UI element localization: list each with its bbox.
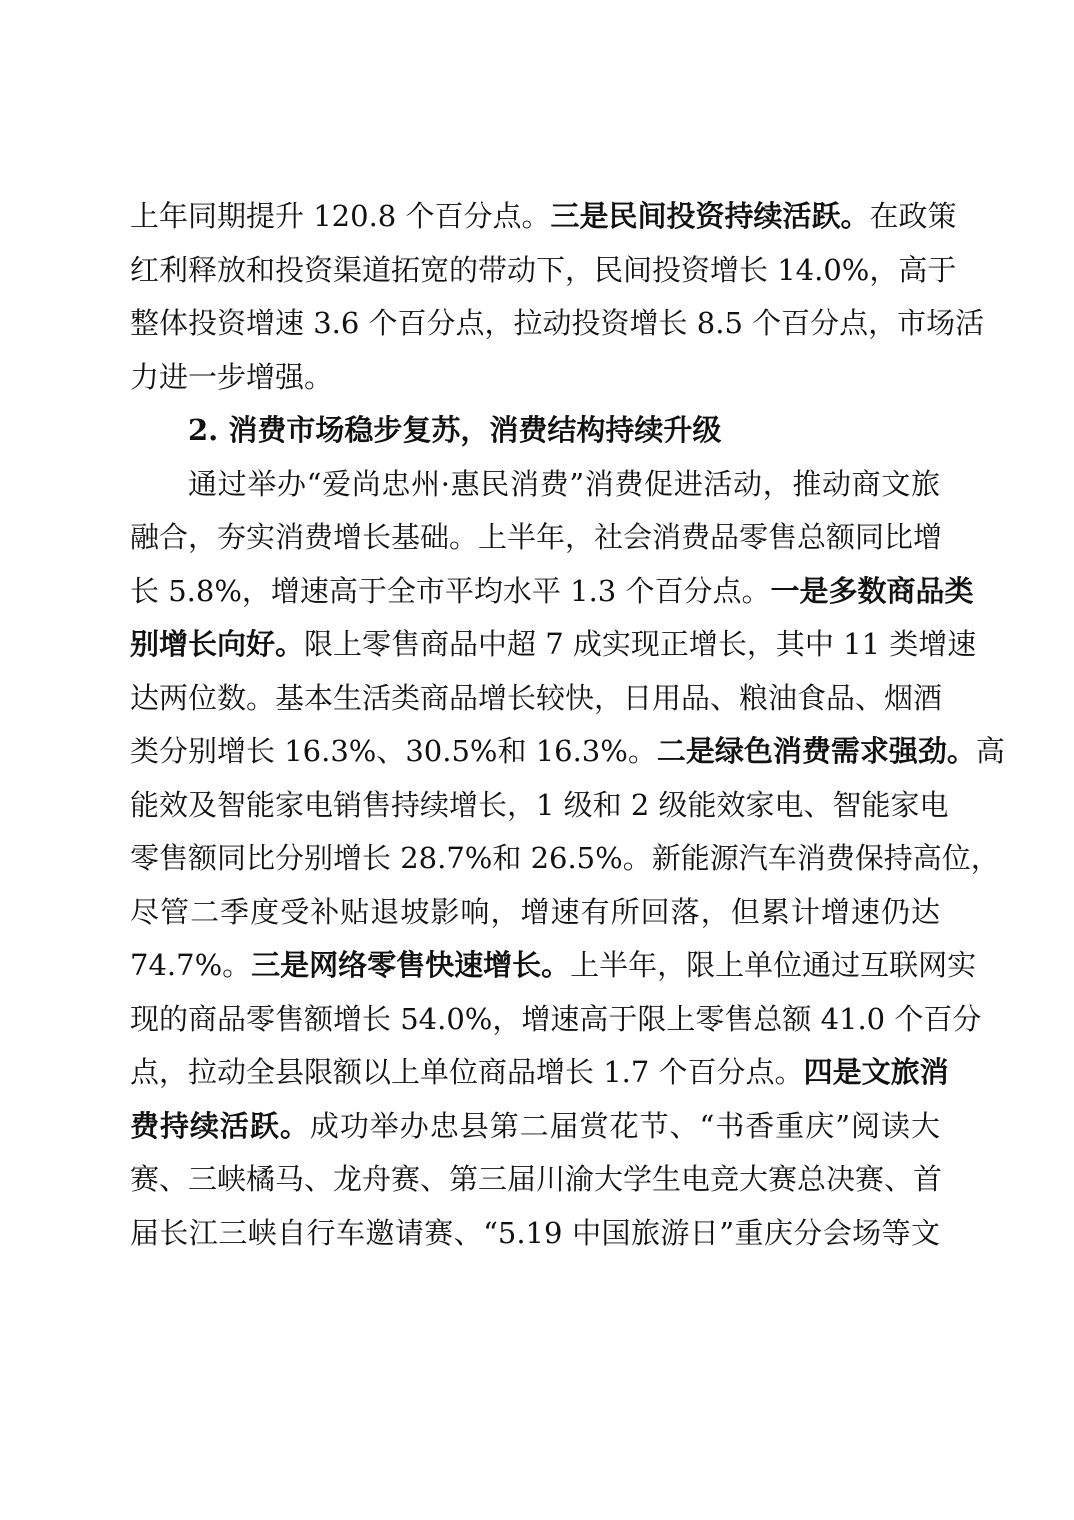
emphasis-text: 别增长向好。 (130, 627, 305, 661)
text-run: 在政策 (869, 199, 957, 233)
text-line: 赛、三峡橘马、龙舟赛、第三届川渝大学生电竞大赛总决赛、首 (130, 1162, 943, 1196)
text-line (130, 565, 974, 619)
emphasis-text: 费持续活跃。 (130, 1108, 310, 1143)
text-line: 届长江三峡自行车邀请赛、“5.19 中国旅游日”重庆分会场等文 (130, 1215, 940, 1250)
text-line: 通过举办“爱尚忠州·惠民消费”消费促进活动，推动商文旅 (188, 466, 940, 501)
text-line (130, 190, 957, 244)
text-line: 现的商品零售额增长 54.0%，增速高于限上零售总额 41.0 个百分 (130, 1001, 982, 1036)
text-run: 成功举办忠县第二届赏花节、“书香重庆”阅读大 (309, 1108, 940, 1143)
text-line: 零售额同比分别增长 28.7%和 26.5%。新能源汽车消费保持高位， (130, 841, 1000, 875)
text-line: 尽管二季度受补贴退坡影响，增速有所回落，但累计增速仍达 (130, 894, 940, 929)
text-run: 上年同期提升 120.8 个百分点。 (130, 199, 551, 233)
text-line (130, 618, 977, 672)
text-run: 长 5.8%，增速高于全市平均水平 1.3 个百分点。 (130, 573, 771, 608)
emphasis-text: 三是民间投资持续活跃。 (550, 199, 870, 233)
text-run: 74.7%。 (130, 948, 252, 982)
text-line: 红利释放和投资渠道拓宽的带动下，民间投资增长 14.0%，高于 (130, 252, 957, 287)
emphasis-text: 三是网络零售快速增长。 (251, 948, 571, 982)
text-run: 限上零售商品中超 7 成实现正增长，其中 11 类增速 (304, 627, 977, 661)
text-line (130, 1046, 949, 1100)
text-line: 融合，夯实消费增长基础。上半年，社会消费品零售总额同比增 (130, 520, 943, 554)
emphasis-text: 一是多数商品类 (770, 573, 974, 608)
section-heading: 2. 消费市场稳步复苏，消费结构持续升级 (188, 413, 722, 447)
text-line: 力进一步增强。 (130, 359, 334, 394)
text-line (130, 1100, 940, 1154)
document-body (130, 190, 1005, 1260)
text-line: 达两位数。基本生活类商品增长较快，日用品、粮油食品、烟酒 (130, 680, 943, 715)
text-line (130, 725, 1005, 779)
text-run: 点，拉动全县限额以上单位商品增长 1.7 个百分点。 (130, 1055, 804, 1089)
text-run: 高 (975, 734, 1005, 768)
emphasis-text: 二是绿色消费需求强劲。 (656, 734, 976, 768)
text-line: 能效及智能家电销售持续增长，1 级和 2 级能效家电、智能家电 (130, 787, 949, 822)
emphasis-text: 四是文旅消 (803, 1055, 949, 1089)
text-run: 上半年，限上单位通过互联网实 (570, 948, 977, 982)
text-run: 类分别增长 16.3%、30.5%和 16.3%。 (130, 734, 657, 768)
text-line (130, 939, 977, 993)
text-line: 整体投资增速 3.6 个百分点，拉动投资增长 8.5 个百分点，市场活 (130, 306, 985, 340)
